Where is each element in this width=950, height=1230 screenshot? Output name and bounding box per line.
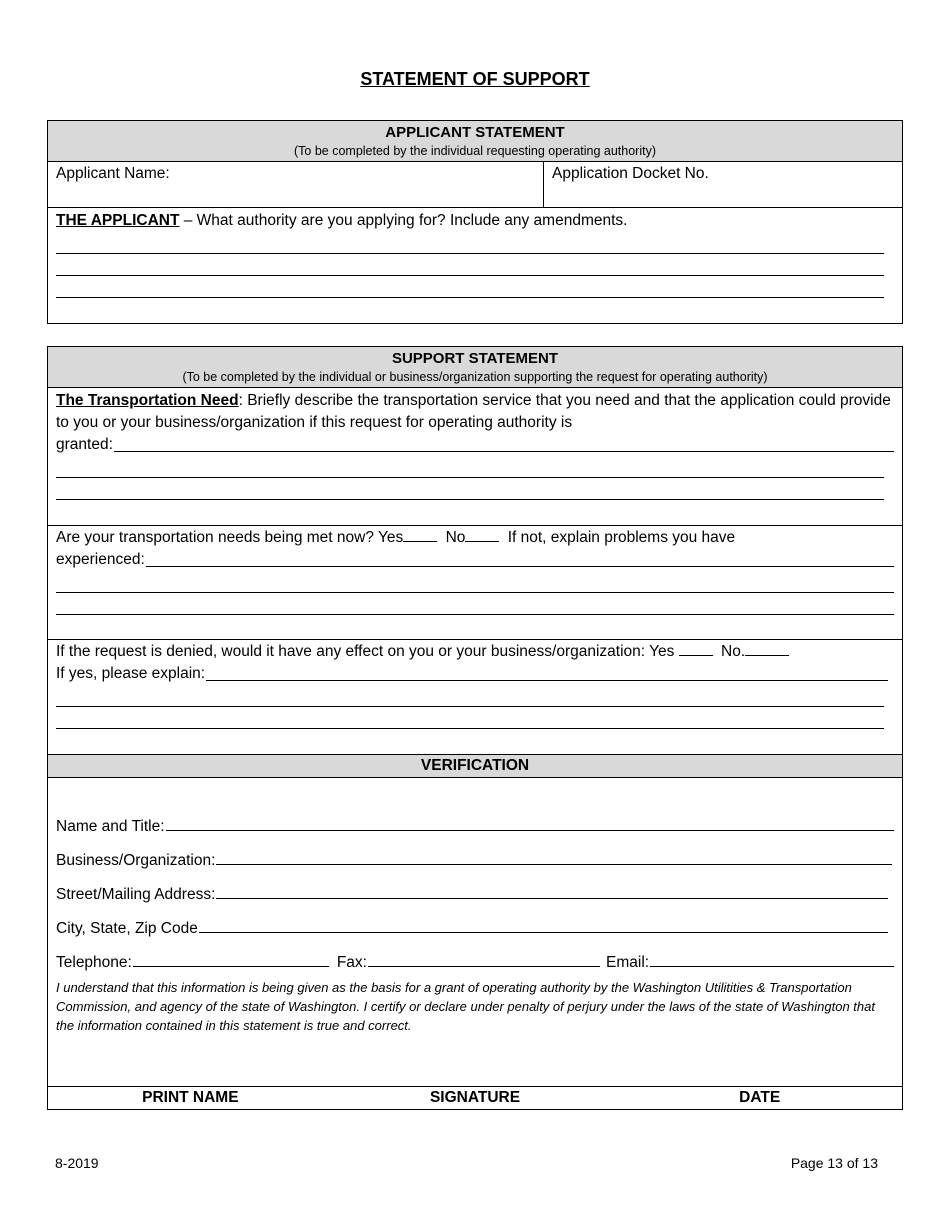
support-statement-section (47, 346, 903, 1110)
verification-header: VERIFICATION (48, 754, 902, 778)
street-label: Street/Mailing Address: (56, 886, 216, 903)
denied-no-blank[interactable] (745, 640, 789, 656)
explain-line[interactable] (206, 663, 888, 681)
experienced-label: experienced: (56, 551, 145, 568)
business-line[interactable] (216, 847, 892, 865)
city-label: City, State, Zip Code (56, 920, 198, 937)
applicant-header-subtitle: (To be completed by the individual requesting operating authority) (293, 144, 657, 158)
experienced-line[interactable] (146, 549, 894, 567)
support-header-title: SUPPORT STATEMENT (391, 350, 559, 367)
support-header-subtitle: (To be completed by the individual or business/organization supporting the request for operating authority) (182, 370, 768, 384)
explain-line-3[interactable] (56, 707, 884, 729)
docket-number-field[interactable] (544, 162, 902, 207)
denied-yes-blank[interactable] (679, 640, 713, 656)
email-line[interactable] (650, 949, 894, 967)
street-line[interactable] (216, 881, 888, 899)
explain-line-2[interactable] (56, 685, 884, 707)
signature-label: SIGNATURE (429, 1089, 521, 1106)
date-label: DATE (739, 1089, 781, 1106)
needs-met-followup: If not, explain problems you have (503, 529, 736, 546)
docket-number-label: Application Docket No. (552, 165, 709, 182)
support-header (48, 347, 902, 388)
please-explain-label: If yes, please explain: (56, 665, 206, 682)
name-title-label: Name and Title: (56, 818, 165, 835)
applicant-header-title: APPLICANT STATEMENT (385, 124, 565, 141)
needs-met-no-blank[interactable] (465, 526, 499, 542)
applicant-name-field[interactable] (48, 162, 544, 207)
name-title-line[interactable] (166, 813, 894, 831)
telephone-label: Telephone: (56, 954, 132, 971)
authority-line-3[interactable] (56, 276, 884, 298)
print-name-label: PRINT NAME (142, 1089, 239, 1106)
transportation-need-question: : Briefly describe the transportation service that you need and that the application could provide to you or your business/organization if this request for operating authority is (56, 392, 891, 431)
experienced-line-3[interactable] (56, 593, 894, 615)
denied-question: If the request is denied, would it have any effect on you or your business/organization: Yes (56, 643, 675, 660)
page-number: Page 13 of 13 (790, 1155, 878, 1171)
attestation-text: I understand that this information is being given as the basis for a grant of operating authority by the Washington Utilitities & Transportation Commission, and agency of the state of Washington. I certify or declare under penalty of perjury under the laws of the state of Washington that the information contained in this statement is true and correct. (56, 980, 875, 1033)
applicant-header (48, 121, 902, 162)
experienced-line-2[interactable] (56, 571, 894, 593)
granted-line[interactable] (114, 434, 894, 452)
email-label: Email: (606, 954, 650, 971)
the-applicant-label: THE APPLICANT (56, 212, 180, 229)
needs-met-no-label: No (441, 529, 466, 546)
applicant-statement-section (47, 120, 903, 324)
needs-met-yes-blank[interactable] (403, 526, 437, 542)
signature-row (48, 1086, 902, 1109)
fax-line[interactable] (368, 949, 600, 967)
granted-label: granted: (56, 436, 113, 453)
need-line-3[interactable] (56, 478, 884, 500)
page-title: STATEMENT OF SUPPORT (360, 69, 590, 89)
authority-line-2[interactable] (56, 254, 884, 276)
telephone-line[interactable] (133, 949, 329, 967)
transportation-need-label: The Transportation Need (56, 392, 239, 409)
authority-line-1[interactable] (56, 232, 884, 254)
needs-met-question: Are your transportation needs being met now? Yes (56, 529, 404, 546)
need-line-2[interactable] (56, 456, 884, 478)
business-label: Business/Organization: (56, 852, 216, 869)
applicant-name-label: Applicant Name: (56, 165, 170, 182)
denied-no-label: No. (716, 643, 746, 660)
fax-label: Fax: (336, 954, 367, 971)
city-line[interactable] (199, 915, 888, 933)
revision-date: 8-2019 (55, 1155, 99, 1171)
authority-question: – What authority are you applying for? Include any amendments. (179, 212, 628, 229)
